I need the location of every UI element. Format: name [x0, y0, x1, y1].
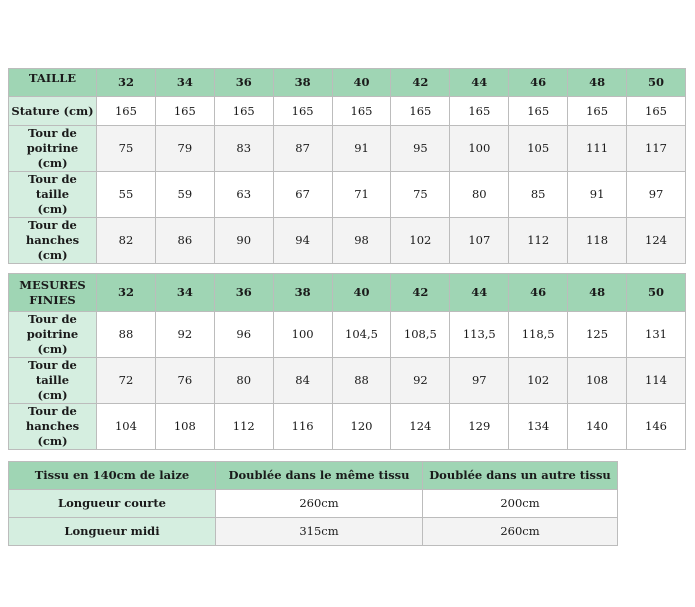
cell: 95	[391, 126, 450, 172]
cell: 165	[155, 97, 214, 126]
cell: 165	[332, 97, 391, 126]
cell: 113,5	[450, 312, 509, 358]
cell: 82	[97, 218, 156, 264]
cell: 88	[332, 358, 391, 404]
size-col: 50	[627, 69, 686, 97]
cell: 102	[391, 218, 450, 264]
cell: 165	[568, 97, 627, 126]
cell: 120	[332, 404, 391, 450]
cell: 112	[509, 218, 568, 264]
row-label: Stature (cm)	[9, 97, 97, 126]
cell: 105	[509, 126, 568, 172]
table-row	[9, 404, 686, 450]
table-row	[9, 358, 686, 404]
cell: 96	[214, 312, 273, 358]
size-col: 42	[391, 69, 450, 97]
row-label: Tour de poitrine (cm)	[9, 312, 97, 358]
cell: 108	[568, 358, 627, 404]
cell: 260cm	[216, 490, 423, 518]
cell: 79	[155, 126, 214, 172]
cell: 200cm	[423, 490, 618, 518]
cell: 87	[273, 126, 332, 172]
cell: 92	[155, 312, 214, 358]
cell: 75	[391, 172, 450, 218]
cell: 165	[273, 97, 332, 126]
table-row	[9, 172, 686, 218]
other-lining-header: Doublée dans un autre tissu	[423, 462, 618, 490]
cell: 165	[509, 97, 568, 126]
size-col: 38	[273, 274, 332, 312]
cell: 124	[391, 404, 450, 450]
size-col: 38	[273, 69, 332, 97]
size-col: 32	[97, 69, 156, 97]
size-col: 50	[627, 274, 686, 312]
cell: 55	[97, 172, 156, 218]
same-lining-header: Doublée dans le même tissu	[216, 462, 423, 490]
cell: 97	[627, 172, 686, 218]
cell: 90	[214, 218, 273, 264]
cell: 94	[273, 218, 332, 264]
finished-measurements-table	[8, 273, 686, 450]
fabric-header-row	[9, 462, 618, 490]
row-label: Tour de taille (cm)	[9, 172, 97, 218]
cell: 102	[509, 358, 568, 404]
cell: 63	[214, 172, 273, 218]
cell: 98	[332, 218, 391, 264]
cell: 72	[97, 358, 156, 404]
row-label: Tour de taille (cm)	[9, 358, 97, 404]
table-row	[9, 518, 618, 546]
cell: 165	[214, 97, 273, 126]
table-row	[9, 312, 686, 358]
size-col: 44	[450, 274, 509, 312]
table-row	[9, 490, 618, 518]
size-col: 46	[509, 69, 568, 97]
cell: 118,5	[509, 312, 568, 358]
size-chart-table	[8, 68, 686, 264]
size-col: 40	[332, 69, 391, 97]
row-label: Tour de poitrine (cm)	[9, 126, 97, 172]
cell: 75	[97, 126, 156, 172]
cell: 86	[155, 218, 214, 264]
size-header-row	[9, 69, 686, 97]
cell: 111	[568, 126, 627, 172]
table-row	[9, 218, 686, 264]
cell: 71	[332, 172, 391, 218]
cell: 108	[155, 404, 214, 450]
cell: 76	[155, 358, 214, 404]
cell: 80	[450, 172, 509, 218]
cell: 97	[450, 358, 509, 404]
row-label: Longueur courte	[9, 490, 216, 518]
size-col: 48	[568, 274, 627, 312]
size-col: 36	[214, 69, 273, 97]
cell: 107	[450, 218, 509, 264]
cell: 104,5	[332, 312, 391, 358]
cell: 118	[568, 218, 627, 264]
cell: 85	[509, 172, 568, 218]
cell: 315cm	[216, 518, 423, 546]
cell: 91	[568, 172, 627, 218]
size-col: 34	[155, 69, 214, 97]
cell: 129	[450, 404, 509, 450]
cell: 83	[214, 126, 273, 172]
cell: 80	[214, 358, 273, 404]
size-col: 48	[568, 69, 627, 97]
cell: 100	[273, 312, 332, 358]
cell: 100	[450, 126, 509, 172]
cell: 114	[627, 358, 686, 404]
cell: 84	[273, 358, 332, 404]
cell: 104	[97, 404, 156, 450]
size-col: 32	[97, 274, 156, 312]
fabric-requirements-table	[8, 461, 618, 546]
cell: 165	[97, 97, 156, 126]
table-row	[9, 97, 686, 126]
cell: 165	[627, 97, 686, 126]
finished-header-row	[9, 274, 686, 312]
fabric-width-header: Tissu en 140cm de laize	[9, 462, 216, 490]
cell: 165	[391, 97, 450, 126]
cell: 116	[273, 404, 332, 450]
size-col: 34	[155, 274, 214, 312]
size-col: 44	[450, 69, 509, 97]
cell: 131	[627, 312, 686, 358]
cell: 146	[627, 404, 686, 450]
row-label: Tour de hanches (cm)	[9, 218, 97, 264]
size-col: 36	[214, 274, 273, 312]
cell: 67	[273, 172, 332, 218]
size-col: 46	[509, 274, 568, 312]
row-label: Longueur midi	[9, 518, 216, 546]
cell: 134	[509, 404, 568, 450]
finished-header-label: MESURES FINIES	[9, 274, 97, 312]
cell: 117	[627, 126, 686, 172]
row-label: Tour de hanches (cm)	[9, 404, 97, 450]
size-col: 40	[332, 274, 391, 312]
cell: 124	[627, 218, 686, 264]
cell: 165	[450, 97, 509, 126]
cell: 108,5	[391, 312, 450, 358]
cell: 92	[391, 358, 450, 404]
cell: 112	[214, 404, 273, 450]
cell: 88	[97, 312, 156, 358]
size-header-label: TAILLE	[9, 69, 97, 97]
cell: 140	[568, 404, 627, 450]
cell: 59	[155, 172, 214, 218]
cell: 91	[332, 126, 391, 172]
size-col: 42	[391, 274, 450, 312]
cell: 260cm	[423, 518, 618, 546]
cell: 125	[568, 312, 627, 358]
table-row	[9, 126, 686, 172]
